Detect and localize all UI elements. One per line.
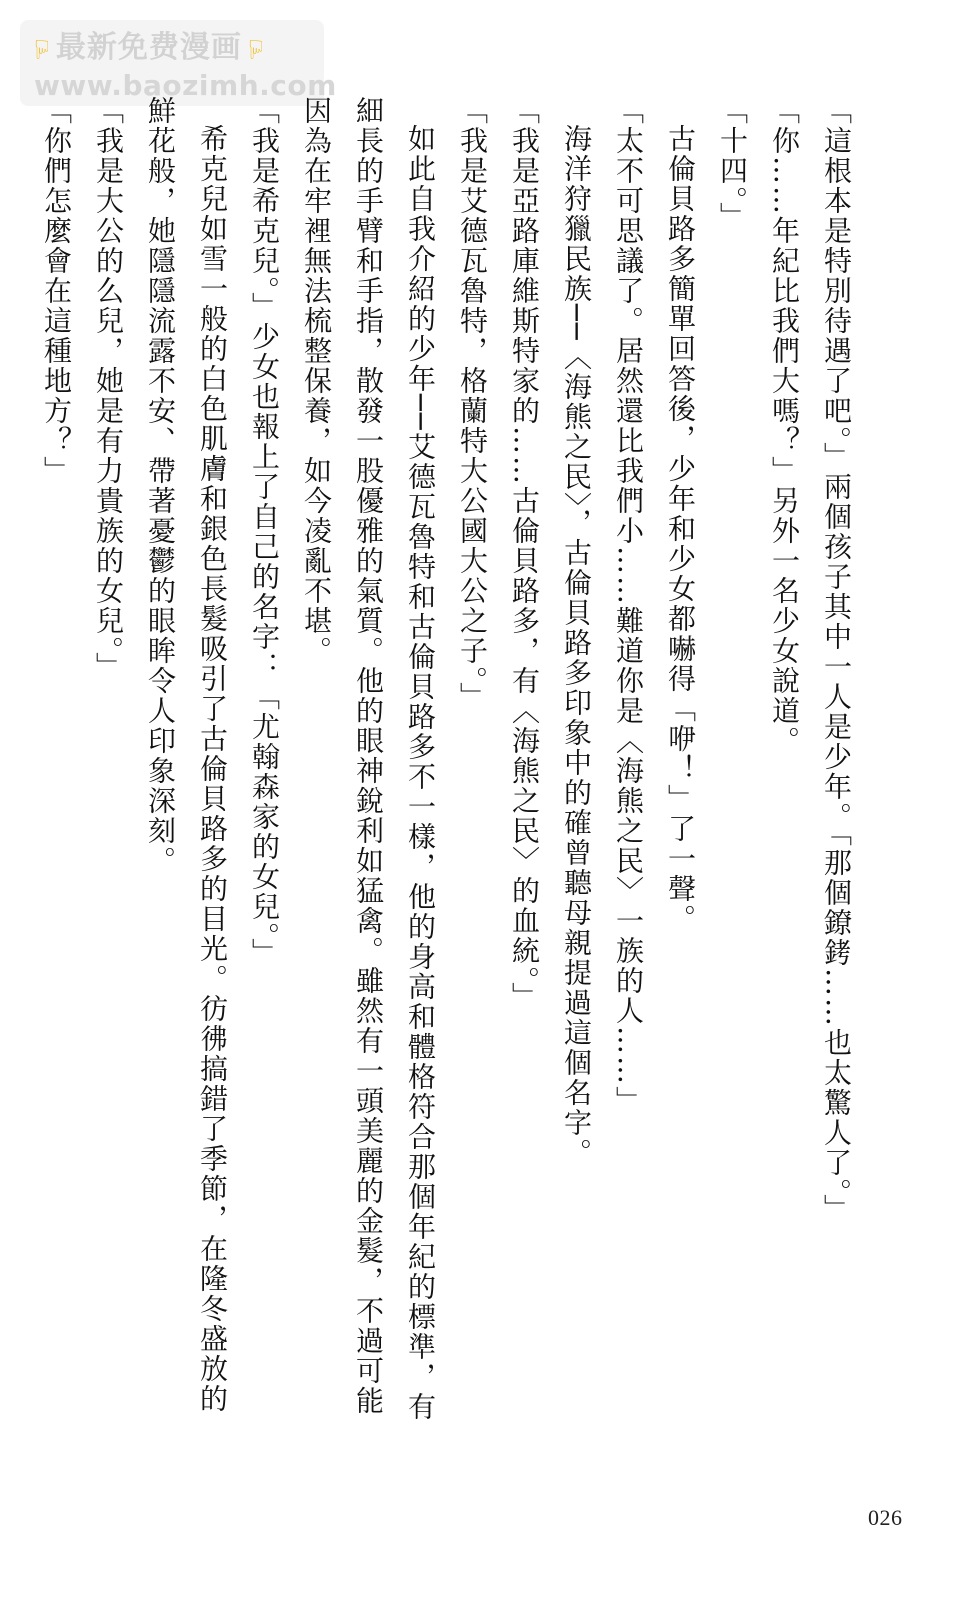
paragraph: 「你……年紀比我們大嗎？」另外一名少女說道。 bbox=[768, 96, 801, 756]
paragraph: 「太不可思議了。居然還比我們小……難道你是〈海熊之民〉一族的人……」 bbox=[612, 96, 645, 1116]
watermark-url: www.baozimh.com bbox=[34, 69, 337, 102]
paragraph: 「你們怎麼會在這種地方？」 bbox=[40, 96, 73, 486]
watermark-title-row bbox=[34, 28, 314, 68]
paragraph: 「這根本是特別待遇了吧。」兩個孩子其中一人是少年。「那個鐐銬……也太驚人了。」 bbox=[820, 96, 853, 1224]
pointing-down-hand-icon: ☝ bbox=[247, 33, 264, 63]
paragraph: 希克兒如雪一般的白色肌膚和銀色長髮吸引了古倫貝路多的目光。彷彿搞錯了季節，在隆冬盛放的鮮花般，她隱隱流露不安、帶著憂鬱的眼眸令人印象深刻。 bbox=[144, 96, 229, 1414]
novel-text-body bbox=[30, 96, 862, 1436]
paragraph: 「十四。」 bbox=[716, 96, 749, 232]
paragraph: 海洋狩獵民族──〈海熊之民〉，古倫貝路多印象中的確曾聽母親提過這個名字。 bbox=[560, 124, 593, 1168]
pointing-down-hand-icon: ☝ bbox=[34, 33, 50, 63]
paragraph: 「我是希克兒。」少女也報上了自己的名字：「尤翰森家的女兒。」 bbox=[248, 96, 281, 968]
paragraph: 「我是亞路庫維斯特家的……古倫貝路多，有〈海熊之民〉的血統。」 bbox=[508, 96, 541, 1012]
paragraph: 「我是艾德瓦魯特，格蘭特大公國大公之子。」 bbox=[456, 96, 489, 712]
paragraph: 如此自我介紹的少年──艾德瓦魯特和古倫貝路多不一樣，他的身高和體格符合那個年紀的標準，有細長的手臂和手指，散發一股優雅的氣質。他的眼神銳利如猛禽。雖然有一頭美麗的金髮，不過可能因為在牢裡無法梳整保養，如今凌亂不堪。 bbox=[300, 96, 437, 1422]
site-watermark bbox=[20, 20, 337, 106]
paragraph: 古倫貝路多簡單回答後，少年和少女都嚇得「咿！」了一聲。 bbox=[664, 124, 697, 934]
paragraph: 「我是大公的么兒，她是有力貴族的女兒。」 bbox=[92, 96, 125, 682]
page-number: 026 bbox=[868, 1505, 903, 1530]
watermark-title: 最新免费漫画 bbox=[55, 30, 242, 65]
